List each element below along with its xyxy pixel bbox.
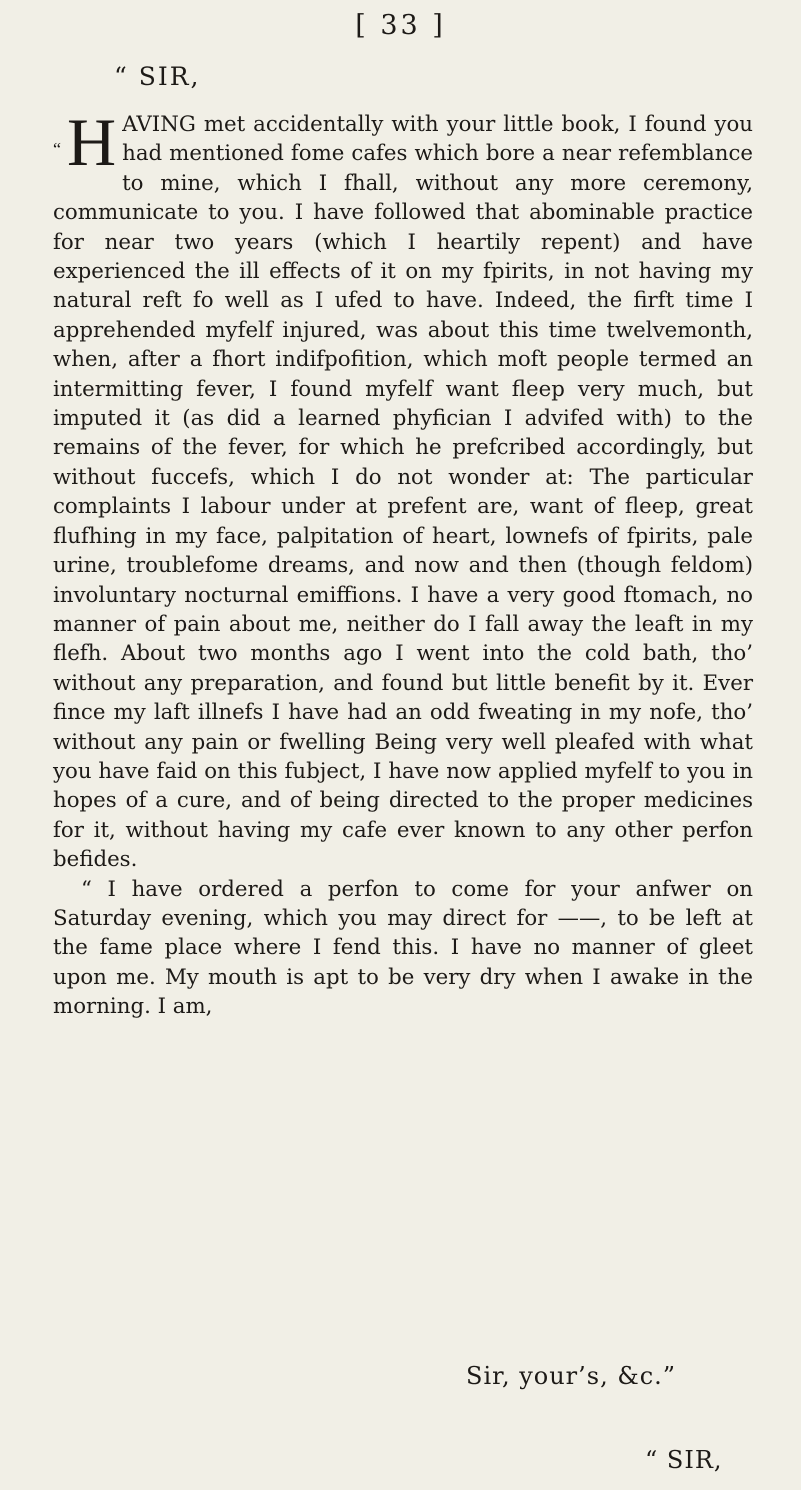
paragraph-1-text: AVING met accidentally with your little book, I found you had mentioned fome cafes which bore a near refemblance to mine, which I fhall, without any more ceremony, communicate to you. I have followed that abominable practice for near two years (which I heartily repent) and have experienced the ill effects of it on my fpirits, in not having my natural reft fo well as I ufed to have. Indeed, the firft time I apprehended myfelf injured, was about this time twelvemonth, when, after a fhort indifpofition, which moft people termed an intermitting fever, I found myfelf want fleep very much, but imputed it (as did a learned phyfician I advifed with) to the remains of the fever, for which he prefcribed accordingly, but without fuccefs, which I do not wonder at: The particular complaints I labour under at prefent are, want of fleep, great flufhing in my face, palpitation of heart, lownefs of fpirits, pale urine, troublefome dreams, and now and then (though feldom) involuntary nocturnal emiffions. I have a very good ftomach, no manner of pain about me, neither do I fall away the leaft in my flefh. About two months ago I went into the cold bath, tho’ without any preparation, and found but little benefit by it. Ever fince my laft illnefs I have had an odd fweating in my nofe, tho’ without any pain or fwelling Being very well pleafed with what you have faid on this fubject, I have now applied myfelf to you in hopes of a cure, and of being directed to the proper medicines for it, without having my cafe ever known to any other perfon befides. (53, 112, 753, 873)
closing-signature: Sir, your’s, &c.” (466, 1362, 677, 1390)
drop-cap-letter: H (67, 104, 117, 180)
letter-body (53, 104, 753, 1022)
page-number: [ 33 ] (355, 10, 446, 41)
salutation: “ SIR, (114, 62, 201, 91)
paragraph-1 (53, 104, 753, 875)
paragraph-2: “ I have ordered a perfon to come for your anfwer on Saturday evening, which you may direct for ——, to be left at the fame place where I fend this. I have no manner of gleet upon me. My mouth is apt to be very dry when I awake in the morning. I am, (53, 876, 753, 1020)
opening-quote: “ (53, 139, 61, 159)
drop-cap (53, 104, 117, 180)
catchword: “ SIR, (645, 1446, 723, 1474)
